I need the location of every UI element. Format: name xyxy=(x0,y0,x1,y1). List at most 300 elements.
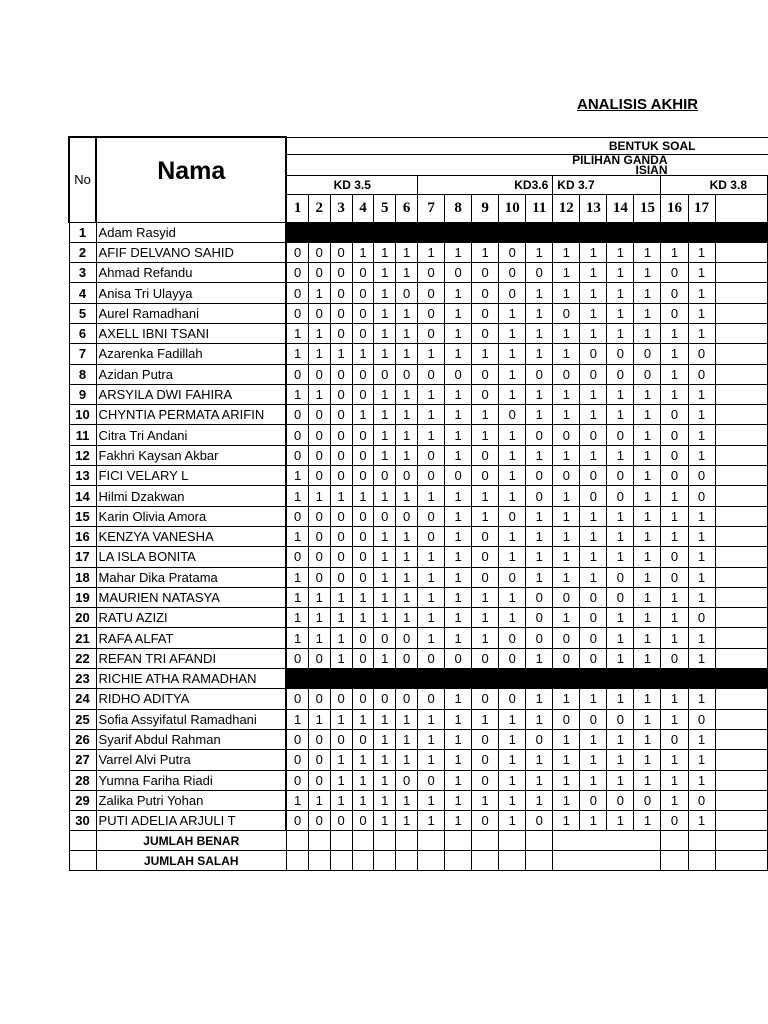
question-number-header: 14 xyxy=(607,194,634,222)
score-cell: 0 xyxy=(374,466,396,486)
score-cell: 1 xyxy=(688,526,715,546)
score-cell: 0 xyxy=(661,263,688,283)
score-cell: 1 xyxy=(526,547,553,567)
student-number: 27 xyxy=(69,750,96,770)
score-cell: 1 xyxy=(499,811,526,831)
score-cell: 0 xyxy=(472,283,499,303)
score-cell: 1 xyxy=(499,587,526,607)
score-cell: 1 xyxy=(418,587,445,607)
score-cell: 0 xyxy=(418,445,445,465)
score-cell: 0 xyxy=(499,283,526,303)
score-cell: 1 xyxy=(374,263,396,283)
score-tail-cell xyxy=(715,283,767,303)
score-cell: 0 xyxy=(661,303,688,323)
score-cell: 1 xyxy=(352,587,374,607)
score-cell: 1 xyxy=(445,608,472,628)
score-cell: 1 xyxy=(580,323,607,343)
score-tail-cell xyxy=(715,608,767,628)
score-cell: 0 xyxy=(661,445,688,465)
student-number: 12 xyxy=(69,445,96,465)
student-number: 19 xyxy=(69,587,96,607)
score-cell: 1 xyxy=(607,526,634,546)
score-cell: 1 xyxy=(499,608,526,628)
score-cell: 1 xyxy=(418,750,445,770)
score-cell: 1 xyxy=(688,587,715,607)
score-cell: 0 xyxy=(553,587,580,607)
score-cell: 1 xyxy=(553,506,580,526)
score-cell: 0 xyxy=(526,425,553,445)
score-cell: 1 xyxy=(661,689,688,709)
score-cell: 1 xyxy=(688,405,715,425)
score-cell: 1 xyxy=(499,303,526,323)
score-cell: 0 xyxy=(352,283,374,303)
score-cell: 1 xyxy=(308,628,330,648)
score-cell: 1 xyxy=(526,384,553,404)
score-cell: 1 xyxy=(352,242,374,262)
score-cell: 1 xyxy=(580,263,607,283)
score-cell: 0 xyxy=(286,283,308,303)
score-cell: 0 xyxy=(661,811,688,831)
score-cell: 1 xyxy=(634,242,661,262)
score-cell: 1 xyxy=(445,405,472,425)
jumlah-benar-label: JUMLAH BENAR xyxy=(96,831,286,851)
student-name: Mahar Dika Pratama xyxy=(96,567,286,587)
score-cell: 1 xyxy=(499,445,526,465)
question-number-header: 1 xyxy=(286,194,308,222)
score-cell: 1 xyxy=(580,811,607,831)
score-cell: 1 xyxy=(634,283,661,303)
score-cell: 0 xyxy=(607,466,634,486)
student-name: ARSYILA DWI FAHIRA xyxy=(96,384,286,404)
score-cell: 0 xyxy=(418,770,445,790)
name-header: Nama xyxy=(96,137,286,222)
score-cell: 1 xyxy=(688,547,715,567)
student-name: Ahmad Refandu xyxy=(96,263,286,283)
student-name: Fakhri Kaysan Akbar xyxy=(96,445,286,465)
score-cell: 0 xyxy=(661,547,688,567)
score-cell: 1 xyxy=(445,689,472,709)
score-cell: 1 xyxy=(580,303,607,323)
score-cell: 1 xyxy=(445,445,472,465)
score-cell: 1 xyxy=(352,790,374,810)
score-cell: 0 xyxy=(352,506,374,526)
score-cell: 1 xyxy=(661,364,688,384)
score-cell: 0 xyxy=(330,445,352,465)
student-name: AFIF DELVANO SAHID xyxy=(96,242,286,262)
score-cell: 0 xyxy=(308,729,330,749)
student-row xyxy=(69,425,768,445)
score-cell: 0 xyxy=(607,790,634,810)
score-cell: 0 xyxy=(352,364,374,384)
score-cell: 0 xyxy=(607,425,634,445)
score-cell: 1 xyxy=(580,567,607,587)
score-cell: 1 xyxy=(374,750,396,770)
student-row xyxy=(69,608,768,628)
score-cell: 0 xyxy=(308,466,330,486)
student-row xyxy=(69,222,768,242)
score-cell: 0 xyxy=(330,689,352,709)
score-cell: 1 xyxy=(286,486,308,506)
score-cell: 1 xyxy=(330,790,352,810)
score-cell: 0 xyxy=(580,709,607,729)
score-cell: 1 xyxy=(374,303,396,323)
score-cell: 1 xyxy=(526,283,553,303)
jumlah-salah-label: JUMLAH SALAH xyxy=(96,851,286,871)
score-cell: 0 xyxy=(352,811,374,831)
score-cell: 1 xyxy=(352,405,374,425)
score-cell: 0 xyxy=(286,242,308,262)
student-row xyxy=(69,506,768,526)
score-cell: 1 xyxy=(286,344,308,364)
score-cell: 0 xyxy=(286,364,308,384)
score-cell: 1 xyxy=(374,567,396,587)
score-tail-cell xyxy=(715,466,767,486)
score-cell: 1 xyxy=(607,648,634,668)
score-tail-cell xyxy=(715,648,767,668)
score-cell: 1 xyxy=(445,526,472,546)
score-cell: 0 xyxy=(580,628,607,648)
score-cell: 1 xyxy=(553,567,580,587)
student-row xyxy=(69,567,768,587)
student-row xyxy=(69,384,768,404)
score-cell: 0 xyxy=(330,384,352,404)
student-row xyxy=(69,466,768,486)
score-cell: 0 xyxy=(634,344,661,364)
score-cell: 1 xyxy=(286,709,308,729)
score-cell: 0 xyxy=(472,770,499,790)
score-cell: 1 xyxy=(661,628,688,648)
score-cell: 1 xyxy=(607,323,634,343)
score-cell: 1 xyxy=(374,242,396,262)
question-number-header: 8 xyxy=(445,194,472,222)
score-cell: 0 xyxy=(472,263,499,283)
score-tail-cell xyxy=(715,790,767,810)
score-cell: 0 xyxy=(688,364,715,384)
score-cell: 0 xyxy=(472,364,499,384)
score-tail-cell xyxy=(715,506,767,526)
score-cell: 1 xyxy=(607,506,634,526)
student-row xyxy=(69,811,768,831)
score-cell: 0 xyxy=(661,425,688,445)
score-cell: 0 xyxy=(526,587,553,607)
score-cell: 0 xyxy=(526,466,553,486)
absent-bar xyxy=(286,669,767,689)
score-cell: 0 xyxy=(634,364,661,384)
question-number-header: 5 xyxy=(374,194,396,222)
score-cell: 0 xyxy=(330,466,352,486)
score-cell: 0 xyxy=(330,526,352,546)
score-cell: 1 xyxy=(396,709,418,729)
score-tail-cell xyxy=(715,628,767,648)
score-cell: 0 xyxy=(308,445,330,465)
student-number: 24 xyxy=(69,689,96,709)
student-name: PUTI ADELIA ARJULI T xyxy=(96,811,286,831)
score-cell: 1 xyxy=(526,344,553,364)
score-cell: 0 xyxy=(396,506,418,526)
score-cell: 1 xyxy=(688,445,715,465)
score-cell: 1 xyxy=(445,567,472,587)
score-cell: 0 xyxy=(553,364,580,384)
score-cell: 0 xyxy=(352,466,374,486)
kd-group-header: KD3.6 xyxy=(418,175,553,194)
score-cell: 0 xyxy=(472,811,499,831)
score-cell: 0 xyxy=(330,729,352,749)
score-cell: 1 xyxy=(526,567,553,587)
student-row xyxy=(69,263,768,283)
score-cell: 1 xyxy=(418,384,445,404)
score-cell: 1 xyxy=(661,750,688,770)
score-cell: 0 xyxy=(472,466,499,486)
student-name: FICI VELARY L xyxy=(96,466,286,486)
score-cell: 0 xyxy=(352,323,374,343)
score-cell: 1 xyxy=(445,729,472,749)
score-cell: 0 xyxy=(286,263,308,283)
score-cell: 1 xyxy=(472,486,499,506)
score-cell: 1 xyxy=(688,242,715,262)
score-tail-cell xyxy=(715,587,767,607)
score-cell: 0 xyxy=(418,648,445,668)
question-number-header: 15 xyxy=(634,194,661,222)
student-number: 14 xyxy=(69,486,96,506)
score-cell: 1 xyxy=(580,526,607,546)
score-cell: 1 xyxy=(553,283,580,303)
score-cell: 1 xyxy=(607,547,634,567)
score-cell: 0 xyxy=(526,263,553,283)
isian-label: ISIAN xyxy=(635,162,668,177)
score-cell: 0 xyxy=(553,628,580,648)
score-cell: 0 xyxy=(499,567,526,587)
score-cell: 1 xyxy=(688,648,715,668)
score-cell: 0 xyxy=(308,242,330,262)
score-cell: 1 xyxy=(526,323,553,343)
score-cell: 0 xyxy=(308,750,330,770)
score-cell: 0 xyxy=(553,709,580,729)
score-cell: 1 xyxy=(445,486,472,506)
score-cell: 1 xyxy=(472,242,499,262)
score-tail-cell xyxy=(715,709,767,729)
score-cell: 0 xyxy=(445,466,472,486)
score-cell: 0 xyxy=(374,506,396,526)
student-row xyxy=(69,770,768,790)
no-header: No xyxy=(69,137,96,222)
score-cell: 0 xyxy=(661,729,688,749)
student-number: 20 xyxy=(69,608,96,628)
score-cell: 0 xyxy=(688,344,715,364)
score-cell: 0 xyxy=(472,526,499,546)
student-name: RAFA ALFAT xyxy=(96,628,286,648)
score-cell: 1 xyxy=(553,445,580,465)
score-cell: 1 xyxy=(374,425,396,445)
score-cell: 1 xyxy=(526,709,553,729)
score-cell: 0 xyxy=(445,648,472,668)
score-cell: 1 xyxy=(374,770,396,790)
score-cell: 1 xyxy=(553,323,580,343)
score-cell: 0 xyxy=(580,608,607,628)
score-cell: 1 xyxy=(634,770,661,790)
score-cell: 0 xyxy=(661,466,688,486)
score-cell: 1 xyxy=(445,750,472,770)
score-cell: 0 xyxy=(472,445,499,465)
soal-type-header xyxy=(286,154,767,175)
student-number: 18 xyxy=(69,567,96,587)
score-cell: 1 xyxy=(418,790,445,810)
score-cell: 1 xyxy=(445,303,472,323)
score-cell: 1 xyxy=(418,344,445,364)
score-cell: 0 xyxy=(472,689,499,709)
student-row xyxy=(69,445,768,465)
student-number: 30 xyxy=(69,811,96,831)
score-cell: 1 xyxy=(553,547,580,567)
score-cell: 0 xyxy=(526,486,553,506)
score-tail-cell xyxy=(715,405,767,425)
score-cell: 1 xyxy=(445,770,472,790)
score-cell: 1 xyxy=(445,547,472,567)
score-cell: 1 xyxy=(352,750,374,770)
score-cell: 1 xyxy=(418,608,445,628)
score-cell: 1 xyxy=(286,384,308,404)
score-cell: 1 xyxy=(634,648,661,668)
score-cell: 1 xyxy=(396,263,418,283)
score-tail-cell xyxy=(715,526,767,546)
score-cell: 1 xyxy=(418,486,445,506)
score-cell: 1 xyxy=(607,689,634,709)
score-tail-cell xyxy=(715,445,767,465)
score-cell: 1 xyxy=(374,608,396,628)
score-cell: 1 xyxy=(634,628,661,648)
score-cell: 0 xyxy=(607,364,634,384)
student-name: Yumna Fariha Riadi xyxy=(96,770,286,790)
score-cell: 1 xyxy=(526,526,553,546)
score-cell: 0 xyxy=(607,587,634,607)
student-name: Anisa Tri Ulayya xyxy=(96,283,286,303)
student-row xyxy=(69,283,768,303)
score-cell: 1 xyxy=(634,425,661,445)
score-cell: 0 xyxy=(580,344,607,364)
student-name: RIDHO ADITYA xyxy=(96,689,286,709)
score-cell: 1 xyxy=(607,303,634,323)
score-cell: 1 xyxy=(445,425,472,445)
score-cell: 1 xyxy=(634,689,661,709)
score-cell: 0 xyxy=(308,303,330,323)
score-cell: 1 xyxy=(286,466,308,486)
score-cell: 1 xyxy=(374,709,396,729)
score-cell: 1 xyxy=(661,608,688,628)
score-cell: 1 xyxy=(472,587,499,607)
score-cell: 1 xyxy=(472,628,499,648)
score-cell: 0 xyxy=(472,323,499,343)
score-cell: 0 xyxy=(308,506,330,526)
score-cell: 1 xyxy=(374,811,396,831)
score-cell: 0 xyxy=(418,466,445,486)
score-cell: 1 xyxy=(553,811,580,831)
score-cell: 0 xyxy=(286,750,308,770)
score-cell: 1 xyxy=(374,384,396,404)
score-cell: 0 xyxy=(526,729,553,749)
score-cell: 1 xyxy=(661,242,688,262)
score-cell: 0 xyxy=(286,811,308,831)
student-row xyxy=(69,628,768,648)
score-cell: 0 xyxy=(352,547,374,567)
student-number: 28 xyxy=(69,770,96,790)
score-cell: 1 xyxy=(445,283,472,303)
student-number: 23 xyxy=(69,669,96,689)
student-row xyxy=(69,526,768,546)
score-cell: 0 xyxy=(499,242,526,262)
score-cell: 1 xyxy=(374,729,396,749)
student-number: 17 xyxy=(69,547,96,567)
score-cell: 0 xyxy=(352,689,374,709)
score-cell: 0 xyxy=(499,648,526,668)
score-cell: 1 xyxy=(634,750,661,770)
score-cell: 1 xyxy=(553,526,580,546)
score-cell: 1 xyxy=(634,567,661,587)
student-name: Adam Rasyid xyxy=(96,222,286,242)
score-cell: 1 xyxy=(553,405,580,425)
score-cell: 1 xyxy=(445,323,472,343)
student-number: 10 xyxy=(69,405,96,425)
score-cell: 1 xyxy=(607,729,634,749)
score-cell: 1 xyxy=(330,709,352,729)
student-number: 16 xyxy=(69,526,96,546)
student-row xyxy=(69,486,768,506)
score-cell: 1 xyxy=(526,750,553,770)
score-cell: 1 xyxy=(499,547,526,567)
score-tail-cell xyxy=(715,303,767,323)
score-cell: 1 xyxy=(526,506,553,526)
score-tail-cell xyxy=(715,263,767,283)
score-cell: 1 xyxy=(472,405,499,425)
score-cell: 1 xyxy=(330,587,352,607)
score-tail-cell xyxy=(715,770,767,790)
score-cell: 1 xyxy=(688,628,715,648)
score-cell: 1 xyxy=(688,750,715,770)
score-cell: 1 xyxy=(472,790,499,810)
score-cell: 1 xyxy=(330,344,352,364)
student-name: RATU AZIZI xyxy=(96,608,286,628)
question-number-header: 7 xyxy=(418,194,445,222)
score-cell: 1 xyxy=(580,283,607,303)
score-cell: 1 xyxy=(418,709,445,729)
score-cell: 1 xyxy=(308,709,330,729)
score-tail-cell xyxy=(715,425,767,445)
score-cell: 1 xyxy=(688,323,715,343)
score-cell: 0 xyxy=(352,263,374,283)
score-cell: 0 xyxy=(472,384,499,404)
score-cell: 0 xyxy=(472,729,499,749)
student-row xyxy=(69,669,768,689)
question-number-header: 11 xyxy=(526,194,553,222)
score-cell: 1 xyxy=(499,790,526,810)
score-cell: 1 xyxy=(526,648,553,668)
score-cell: 0 xyxy=(418,263,445,283)
score-cell: 0 xyxy=(308,425,330,445)
score-cell: 0 xyxy=(418,283,445,303)
score-cell: 1 xyxy=(499,323,526,343)
score-tail-cell xyxy=(715,750,767,770)
score-cell: 0 xyxy=(308,811,330,831)
student-row xyxy=(69,242,768,262)
score-cell: 1 xyxy=(526,445,553,465)
score-cell: 0 xyxy=(472,567,499,587)
score-cell: 1 xyxy=(580,242,607,262)
score-cell: 0 xyxy=(330,405,352,425)
student-number: 11 xyxy=(69,425,96,445)
score-cell: 1 xyxy=(580,384,607,404)
score-cell: 1 xyxy=(580,729,607,749)
score-cell: 1 xyxy=(472,344,499,364)
score-cell: 1 xyxy=(286,790,308,810)
score-cell: 1 xyxy=(634,303,661,323)
